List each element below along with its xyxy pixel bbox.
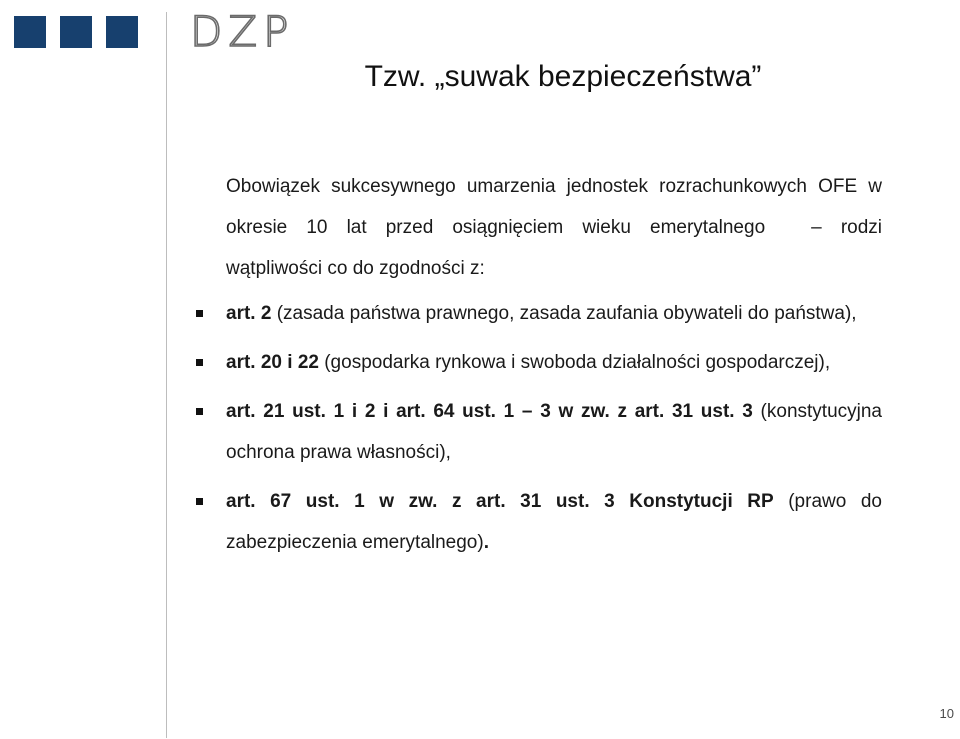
list-item: [226, 391, 882, 473]
dzp-logo-icon: [190, 10, 302, 50]
article-reference: art. 67 ust. 1 w zw. z art. 31 ust. 3 Konstytucji RP: [226, 491, 774, 512]
logo-square: [14, 16, 46, 48]
list-item: [226, 481, 882, 563]
intro-paragraph: [226, 166, 882, 289]
article-description: (konstytucyjna ochrona prawa własności),: [226, 401, 882, 463]
page-title: Tzw. „suwak bezpieczeństwa”: [364, 60, 762, 93]
article-reference: art. 2: [226, 303, 272, 324]
page-number: 10: [939, 706, 954, 721]
list-item: [226, 342, 882, 383]
article-reference: art. 21 ust. 1 i 2 i art. 64 ust. 1 – 3 w zw. z art. 31 ust. 3: [226, 401, 753, 422]
bullet-list: [226, 293, 882, 563]
article-description: (zasada państwa prawnego, zasada zaufania obywateli do państwa),: [271, 303, 857, 324]
logo-squares: [14, 16, 138, 48]
slide-content: [226, 166, 882, 571]
intro-text: Obowiązek sukcesywnego umarzenia jednostek rozrachunkowych OFE w okresie 10 lat przed osiągnięciem wieku emerytalnego: [226, 176, 882, 238]
intro-text-end: rodzi wątpliwości co do zgodności z:: [226, 217, 882, 279]
article-description: (prawo do zabezpieczenia emerytalnego): [226, 491, 882, 553]
list-item: [226, 293, 882, 334]
article-reference: art. 20 i 22: [226, 352, 319, 373]
svg-text:DZP: DZP: [190, 10, 295, 50]
intro-dash: –: [811, 217, 822, 238]
article-description: (gospodarka rynkowa i swoboda działalności gospodarczej),: [318, 352, 831, 373]
logo-square: [106, 16, 138, 48]
logo-text: [190, 10, 302, 55]
article-end-period: .: [483, 532, 489, 553]
logo-square: [60, 16, 92, 48]
vertical-divider: [166, 12, 167, 738]
